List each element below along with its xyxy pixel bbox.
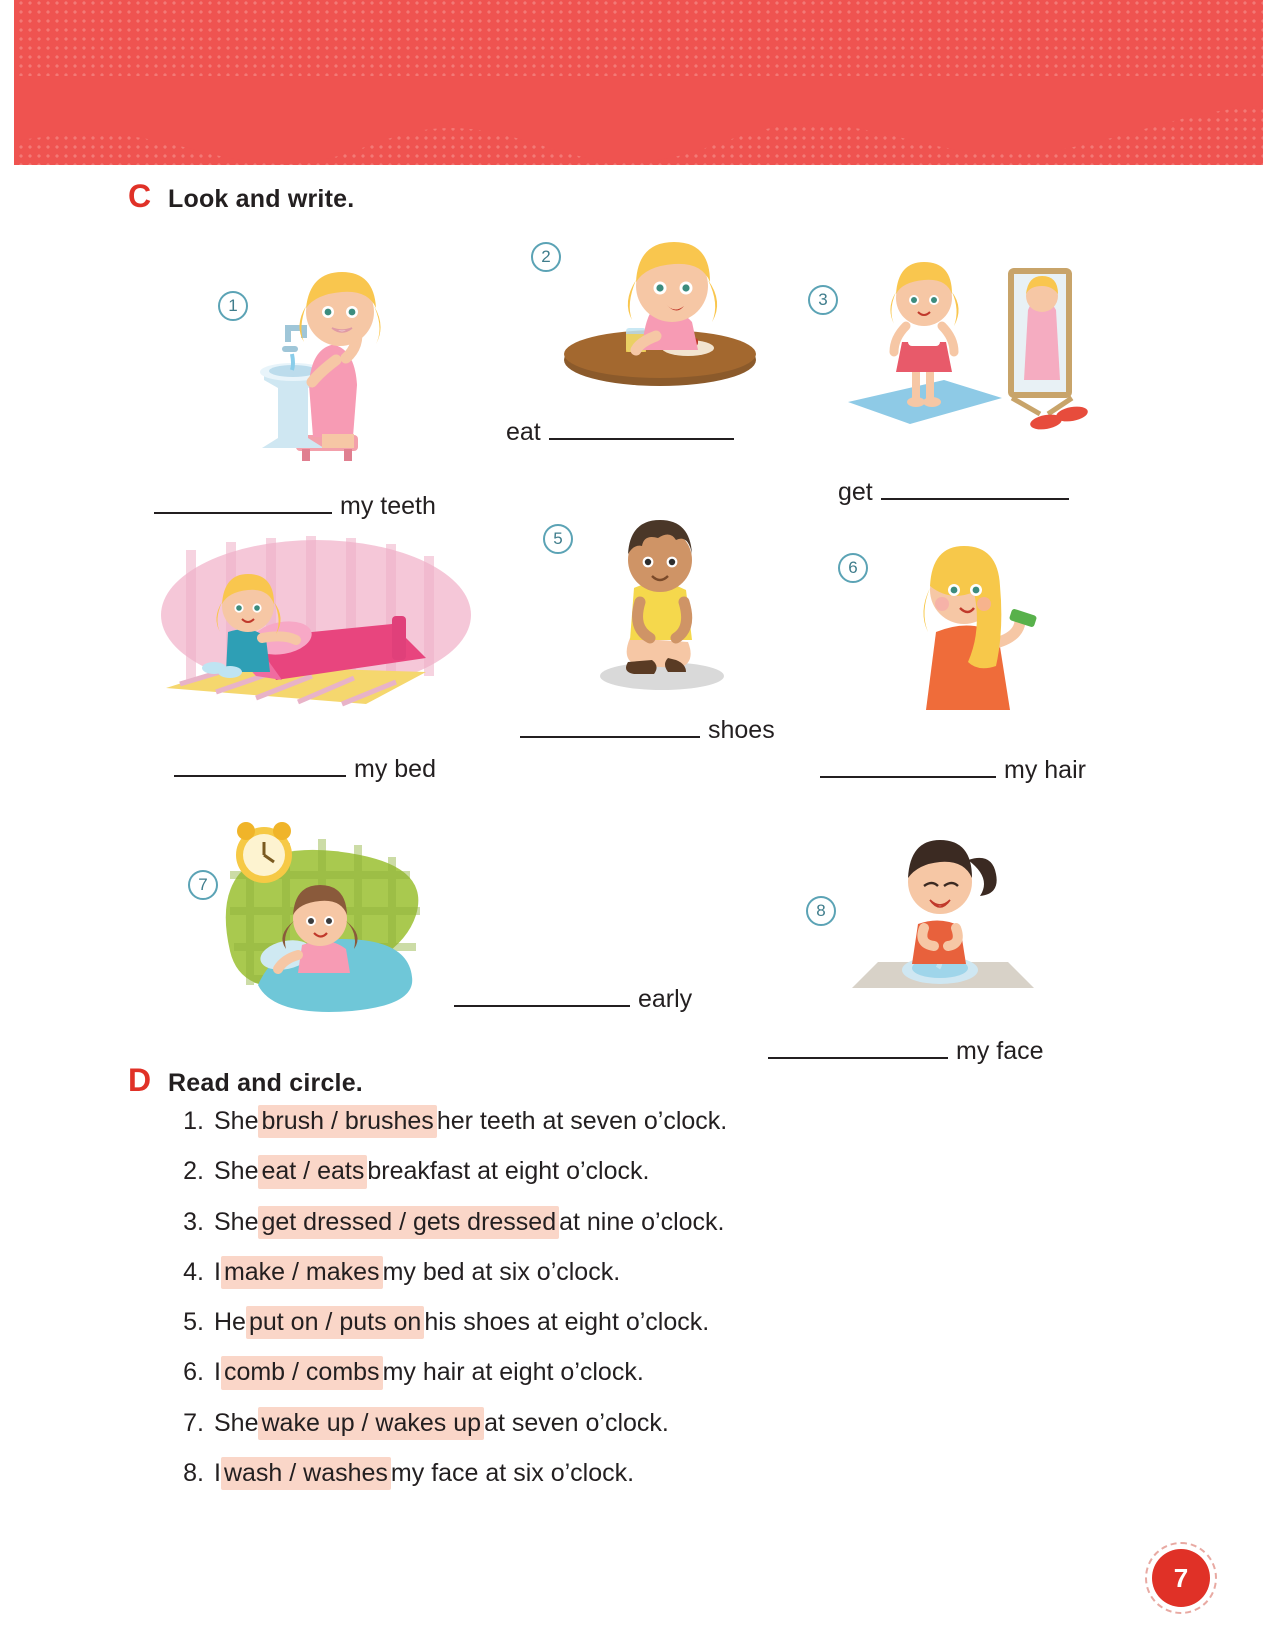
exercise-c-title: Look and write. <box>168 185 355 213</box>
sentence-number: 5. <box>183 1308 204 1336</box>
sentence-after: his shoes at eight o’clock. <box>424 1308 710 1336</box>
sentence-choice[interactable]: brush / brushes <box>258 1105 436 1138</box>
sentence-after: breakfast at eight o’clock. <box>367 1157 650 1186</box>
list-item[interactable] <box>168 1457 1168 1490</box>
answer-suffix-8: my face <box>956 1037 1044 1065</box>
answer-line-1 <box>146 492 436 521</box>
exercise-d-sentence-list <box>168 1105 1168 1507</box>
exercise-d-header <box>128 1062 363 1099</box>
sentence-before: I <box>214 1358 221 1387</box>
item-number-7: 7 <box>188 870 218 900</box>
answer-suffix-4: my bed <box>354 755 436 783</box>
list-item[interactable] <box>168 1206 1168 1239</box>
banner-scallop-edge <box>0 76 1275 165</box>
sentence-choice[interactable]: comb / combs <box>221 1356 383 1389</box>
illustration-brush-teeth <box>236 250 416 465</box>
item-number-2: 2 <box>531 242 561 272</box>
item-number-5: 5 <box>543 524 573 554</box>
write-blank-8[interactable] <box>768 1037 948 1059</box>
list-item[interactable] <box>168 1155 1168 1188</box>
illustration-get-dressed <box>840 250 1090 465</box>
exercise-d-letter: D <box>128 1062 152 1098</box>
illustration-comb-hair <box>880 528 1060 723</box>
sentence-choice[interactable]: eat / eats <box>258 1155 367 1188</box>
item-number-1: 1 <box>218 291 248 321</box>
page-left-margin <box>0 0 14 1650</box>
page-right-margin <box>1263 0 1275 1650</box>
sentence-before: She <box>214 1207 259 1236</box>
exercise-c-header <box>128 178 354 215</box>
item-number-8: 8 <box>806 896 836 926</box>
write-blank-7[interactable] <box>454 985 630 1007</box>
sentence-choice[interactable]: get dressed / gets dressed <box>258 1206 559 1239</box>
sentence-after: my bed at six o’clock. <box>382 1257 621 1286</box>
exercise-d-title: Read and circle. <box>168 1069 363 1097</box>
illustration-wash-face <box>840 820 1040 1035</box>
sentence-after: her teeth at seven o’clock. <box>436 1107 728 1135</box>
answer-suffix-1: my teeth <box>340 492 436 520</box>
write-blank-1[interactable] <box>154 492 332 514</box>
item-number-3: 3 <box>808 285 838 315</box>
sentence-after: at nine o’clock. <box>559 1207 725 1236</box>
answer-suffix-6: my hair <box>1004 756 1086 784</box>
answer-line-6 <box>812 756 1086 785</box>
page-number-badge <box>1145 1542 1217 1614</box>
answer-prefix-2: eat <box>506 418 541 446</box>
answer-suffix-7: early <box>638 985 693 1013</box>
illustration-put-on-shoes <box>572 510 752 700</box>
sentence-number: 2. <box>183 1157 204 1186</box>
illustration-eat-breakfast <box>560 232 760 392</box>
sentence-before: I <box>214 1458 221 1487</box>
sentence-number: 4. <box>183 1257 204 1286</box>
sentence-number: 7. <box>183 1408 204 1437</box>
sentence-choice[interactable]: put on / puts on <box>246 1306 424 1339</box>
sentence-number: 3. <box>183 1207 204 1236</box>
item-number-6: 6 <box>838 553 868 583</box>
answer-line-2 <box>506 418 742 447</box>
sentence-after: my face at six o’clock. <box>390 1458 635 1487</box>
write-blank-4[interactable] <box>174 755 346 777</box>
illustration-make-bed <box>156 520 476 725</box>
sentence-choice[interactable]: wake up / wakes up <box>258 1407 484 1440</box>
page-number: 7 <box>1152 1549 1210 1607</box>
answer-line-7 <box>446 985 692 1014</box>
answer-line-3 <box>838 478 1077 507</box>
page-header-banner <box>0 0 1275 165</box>
list-item[interactable] <box>168 1105 1168 1138</box>
write-blank-5[interactable] <box>520 716 700 738</box>
answer-line-8 <box>760 1037 1044 1066</box>
answer-prefix-3: get <box>838 478 873 506</box>
list-item[interactable] <box>168 1306 1168 1339</box>
write-blank-2[interactable] <box>549 418 734 440</box>
sentence-number: 1. <box>183 1107 204 1135</box>
sentence-choice[interactable]: wash / washes <box>221 1457 391 1490</box>
sentence-before: She <box>214 1408 259 1437</box>
illustration-wake-up-early <box>200 815 460 1030</box>
list-item[interactable] <box>168 1256 1168 1289</box>
write-blank-6[interactable] <box>820 756 996 778</box>
sentence-before: He <box>214 1308 246 1336</box>
sentence-before: I <box>214 1257 221 1286</box>
sentence-after: my hair at eight o’clock. <box>382 1358 644 1387</box>
sentence-before: She <box>214 1107 259 1135</box>
answer-line-5 <box>512 716 775 745</box>
list-item[interactable] <box>168 1356 1168 1389</box>
sentence-choice[interactable]: make / makes <box>221 1256 383 1289</box>
write-blank-3[interactable] <box>881 478 1069 500</box>
sentence-number: 8. <box>183 1458 204 1487</box>
sentence-before: She <box>214 1157 259 1186</box>
sentence-after: at seven o’clock. <box>484 1408 669 1437</box>
answer-line-4 <box>166 755 436 784</box>
sentence-number: 6. <box>183 1358 204 1387</box>
list-item[interactable] <box>168 1407 1168 1440</box>
answer-suffix-5: shoes <box>708 716 775 744</box>
exercise-c-letter: C <box>128 178 152 214</box>
